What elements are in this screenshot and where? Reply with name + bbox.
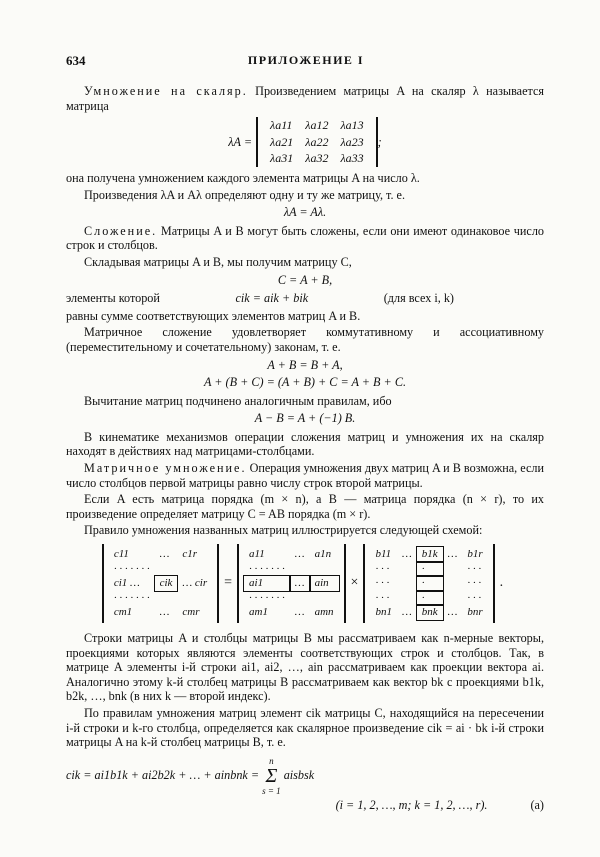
subtraction-text: Вычитание матриц подчинено аналогичным правилам, ибо	[84, 393, 392, 408]
matrix-a-cell: …	[294, 548, 305, 561]
matrix-b-cell: ·	[417, 576, 443, 591]
sigma-symbol: Σ	[265, 764, 278, 787]
running-title: ПРИЛОЖЕНИЕ I	[247, 53, 365, 67]
scalar-matrix-row	[264, 150, 370, 167]
scalar-commute-eq: λA = Aλ.	[283, 205, 327, 220]
matrix-a-cell: amn	[314, 606, 334, 619]
matrix-a-row	[244, 547, 338, 562]
sum-lower-limit: s = 1	[262, 785, 281, 796]
matrix-c-cell: ci1 …	[113, 577, 140, 590]
addition-line-4: Матричное сложение удовлетворяет коммутативному и ассоциативному (переместительному и сочетательному) законам, т. е.	[66, 325, 544, 354]
matrix-b-row	[370, 547, 487, 562]
matrix-b-cell: · · ·	[375, 562, 390, 575]
scalar-matrix-cell: λa11	[270, 118, 293, 133]
matrix-a-cell: ai1	[244, 576, 290, 591]
matrix-c-cell	[155, 562, 178, 577]
multiplication-scheme	[66, 544, 544, 623]
commutative-law: A + B = B + A,	[267, 357, 343, 372]
addition-eq-2: cik = aik + bik	[235, 291, 309, 306]
matrix-c-cell: c1r	[182, 548, 198, 561]
matrix-a-cell: · · · · · · ·	[249, 591, 285, 604]
matrix-a-row	[244, 562, 338, 577]
matrix-c-cell	[155, 591, 178, 606]
scalar-after-1: она получена умножением каждого элемента матрицы A на число λ.	[66, 170, 420, 185]
matrix-b-cell	[397, 591, 417, 606]
final-formula	[66, 756, 544, 796]
matrix-b-cell: b11	[375, 548, 392, 561]
matrix-b-cell	[443, 562, 463, 577]
associative-law: A + (B + C) = (A + B) + C = A + B + C.	[204, 375, 406, 390]
matrix-b-cell	[443, 591, 463, 606]
scalar-matrix-row	[264, 117, 370, 134]
elements-label: элементы которой	[66, 291, 160, 306]
addition-intro	[66, 224, 544, 253]
multiplication-intro	[66, 461, 544, 490]
addition-line-3: равны сумме соответствующих элементов матриц A и B.	[66, 308, 361, 323]
matrix-b-table	[370, 547, 487, 620]
scalar-matrix-lhs: λA =	[228, 134, 253, 149]
scalar-matrix-cell: λa12	[305, 118, 329, 133]
equation-label: (a)	[530, 797, 544, 812]
kinematics-paragraph: В кинематике механизмов операции сложения матриц и умножения их на скаляр находят в действиях над матрицами-столбцами.	[66, 429, 544, 459]
matrix-b-cell: ·	[417, 562, 443, 577]
matrix-b-cell: bn1	[375, 606, 392, 619]
matrix-b-cell: · · ·	[467, 577, 482, 590]
matrix-b-cell: ·	[417, 591, 443, 606]
matrix-a-cell: · · · · · · ·	[249, 562, 285, 575]
matrix-c-cell: …	[159, 606, 170, 619]
matrix-b-cell: …	[401, 606, 412, 619]
sum-term: aisbsk	[283, 768, 315, 783]
scalar-matrix-cell: λa21	[270, 134, 294, 149]
addition-heading: Сложение.	[84, 223, 158, 238]
matrix-b-cell	[397, 562, 417, 577]
matrix-b-row	[370, 605, 487, 620]
matrix-a-cell: …	[290, 576, 310, 591]
scalar-matrix-table	[264, 117, 370, 167]
matrix-b-cell: b1r	[467, 548, 483, 561]
matrix-c-cell: cik	[155, 576, 178, 591]
matrix-c-table	[109, 547, 212, 620]
matrix-b-cell	[397, 576, 417, 591]
vectors-paragraph: Строки матрицы A и столбцы матрицы B мы рассматриваем как n-мерные векторы, проекциями которых являются элементы соответствующих строк и столбцов. Так, в матрице A элементы i-й строки ai1, ai2, …, ain рассматриваем как проекции вектора ai. Аналогично этому k-й столбец матрицы B рассматриваем как вектор bk с проекциями b1k, b2k, …, bnk (в них k — второй индекс).	[66, 631, 544, 704]
matrix-a-cell	[310, 562, 339, 577]
elements-row	[66, 291, 544, 306]
scalar-heading: Умножение на скаляр.	[84, 84, 248, 98]
matrix-b-cell: · · ·	[375, 577, 390, 590]
subtraction-eq: A − B = A + (−1) B.	[254, 411, 356, 426]
matrix-b-cell: · · ·	[467, 562, 482, 575]
scalar-matrix-cell: λa32	[305, 151, 329, 166]
matrix-b-cell	[443, 576, 463, 591]
equals-sign: =	[224, 575, 233, 591]
scalar-matrix-row	[264, 134, 370, 151]
final-formula-lhs: cik = ai1b1k + ai2b2k + … + ainbnk =	[66, 768, 260, 783]
matrix-a-cell: am1	[249, 606, 268, 619]
matrix-b-row	[370, 562, 487, 577]
matrix-b-cell: …	[447, 548, 458, 561]
multiplication-intro-text: Операция умножения двух матриц A и B возможна, если число столбцов первой матрицы равно числу строк второй матрицы.	[66, 461, 545, 490]
matrix-a-row	[244, 591, 338, 606]
scalar-matrix	[256, 117, 378, 167]
matrix-c-cell: · · · · · · ·	[113, 591, 150, 604]
matrix-c-cell	[177, 562, 212, 577]
matrix-b-cell: …	[447, 606, 458, 619]
matrix-a-table	[244, 547, 338, 620]
index-condition: (i = 1, 2, …, m; k = 1, 2, …, r).	[335, 797, 488, 812]
matrix-c-row	[109, 547, 212, 562]
scalar-after-2: Произведения λA и Aλ определяют одну и ту же матрицу, т. е.	[84, 187, 406, 202]
matrix-c-cell: cm1	[113, 606, 133, 619]
page-header	[66, 53, 546, 71]
matrix-c-cell: cmr	[182, 606, 200, 619]
matrix-a	[237, 544, 345, 623]
matrix-c-row	[109, 562, 212, 577]
matrix-b-row	[370, 576, 487, 591]
matrix-b-cell: · · ·	[467, 591, 482, 604]
matrix-a-cell	[290, 591, 310, 606]
scalar-matrix-cell: λa31	[270, 151, 294, 166]
scalar-matrix-cell: λa13	[340, 118, 364, 133]
matrix-a-cell: ain	[310, 576, 339, 591]
times-sign: ×	[350, 575, 359, 591]
addition-intro-text: Матрицы A и B могут быть сложены, если они имеют одинаковое число строк и столбцов.	[66, 223, 544, 253]
multiplication-line-2: Если A есть матрица порядка (m × n), а B — матрица порядка (n × r), то их произведение определяет матрицу C = AB порядка (m × r).	[66, 492, 544, 521]
matrix-a-cell	[290, 562, 310, 577]
matrix-b-row	[370, 591, 487, 606]
scalar-intro-text: Произведением матрицы A на скаляр λ называется матрица	[66, 84, 544, 113]
scalar-matrix-cell: λa33	[340, 151, 364, 166]
addition-eq-2-note: (для всех i, k)	[383, 291, 454, 306]
page-number: 634	[66, 53, 86, 68]
scalar-matrix-trail: ;	[377, 134, 382, 149]
matrix-c-row	[109, 576, 212, 591]
matrix-b-cell: · · ·	[375, 591, 390, 604]
matrix-b-cell: bnk	[417, 605, 443, 620]
page-body	[66, 84, 544, 812]
matrix-b	[363, 544, 494, 623]
scheme-trail: .	[499, 575, 504, 591]
matrix-c-cell: c11	[113, 548, 129, 561]
matrix-a-row	[244, 605, 338, 620]
matrix-a-cell: a11	[249, 548, 265, 561]
scalar-matrix-formula	[66, 117, 544, 167]
scalar-matrix-cell: λa23	[340, 134, 364, 149]
matrix-c-row	[109, 591, 212, 606]
matrix-c-cell: …	[159, 548, 170, 561]
matrix-b-cell: …	[401, 548, 412, 561]
matrix-a-row	[244, 576, 338, 591]
matrix-c-row	[109, 605, 212, 620]
matrix-c-cell	[177, 591, 212, 606]
product-paragraph: По правилам умножения матриц элемент cik матрицы C, находящийся на пересечении i-й строки и k-го столбца, определяется как скалярное произведение cik = ai · bk i-й строки матрицы A на k-й столбец матрицы B, т. е.	[66, 705, 544, 750]
matrix-c-cell: … cir	[182, 577, 208, 590]
scalar-intro	[66, 84, 544, 113]
matrix-a-cell: a1n	[314, 548, 332, 561]
scalar-matrix-cell: λa22	[305, 134, 329, 149]
final-condition-row	[66, 798, 544, 813]
matrix-b-cell: b1k	[417, 547, 443, 562]
sum-upper-limit: n	[269, 755, 274, 766]
matrix-a-cell: …	[294, 606, 305, 619]
matrix-c-cell: · · · · · · ·	[113, 562, 150, 575]
matrix-b-cell: bnr	[467, 606, 483, 619]
addition-line-2: Складывая матрицы A и B, мы получим матрицу C,	[84, 254, 352, 269]
sum-operator	[262, 756, 281, 796]
multiplication-line-3: Правило умножения названных матриц иллюстрируется следующей схемой:	[84, 523, 483, 538]
addition-eq-1: C = A + B,	[277, 272, 333, 287]
matrix-a-cell	[310, 591, 339, 606]
multiplication-heading: Матричное умножение.	[84, 461, 247, 476]
matrix-c	[102, 544, 219, 623]
